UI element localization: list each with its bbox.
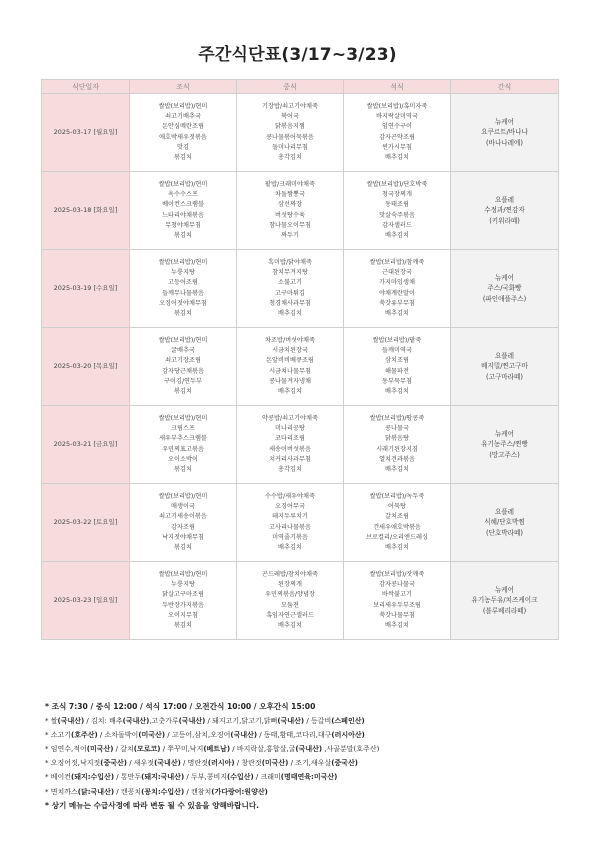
origin-item: / 소차돌박이: [97, 731, 139, 740]
menu-item: 배추김치: [278, 543, 302, 551]
menu-item: 쑥갓유부무침: [379, 299, 415, 307]
date-cell: 2025-03-21 [금요일]: [42, 406, 130, 484]
origin-country: (스페인산): [331, 717, 365, 726]
breakfast-cell: [130, 94, 237, 172]
menu-item: 쌀밥(보리밥)/현미: [158, 492, 208, 500]
menu-item: 쇠고기장조림: [165, 357, 201, 365]
menu-item: 배추김치: [278, 309, 302, 317]
menu-item: 요플레: [494, 507, 515, 516]
menu-item: 건새우애호박볶음: [373, 523, 421, 531]
origin-list: [45, 714, 565, 799]
dinner-cell: [344, 94, 451, 172]
menu-item: 감자조림: [171, 523, 195, 531]
menu-item: 콩나물국: [385, 425, 409, 433]
snack-cell: [451, 328, 559, 406]
menu-item: 배추김치: [385, 231, 409, 239]
menu-item: 들깨미역국: [382, 347, 412, 355]
origin-item: / 통만두: [114, 773, 142, 782]
header-snack: 간식: [451, 80, 559, 94]
breakfast-cell: [130, 250, 237, 328]
lunch-cell: [237, 94, 344, 172]
notes-section: [45, 700, 565, 813]
menu-item: 동태조림: [385, 201, 409, 209]
menu-item: 새우부추스크램블: [159, 435, 207, 443]
breakfast-cell: [130, 562, 237, 640]
menu-item: 요쿠르트/바나나: [481, 128, 528, 137]
menu-item: 식혜/단호박찜: [484, 518, 525, 527]
date-cell: 2025-03-23 [일요일]: [42, 562, 130, 640]
menu-item: 보리새우두부조림: [373, 601, 421, 609]
menu-item: 쌀밥(보리밥)/잣깨죽: [369, 570, 425, 578]
menu-item: 씬가시무침: [382, 143, 412, 151]
weekly-menu-table: [41, 79, 559, 640]
menu-item: 구이김/연두부: [164, 377, 202, 385]
origin-country: (중국산): [331, 759, 358, 768]
origin-item: * 소고기: [45, 731, 72, 740]
menu-item: 버섯탕수육: [275, 211, 305, 219]
menu-item: 돈앞비비베큐조림: [266, 357, 314, 365]
menu-item: 가지마잉생채: [379, 279, 415, 287]
menu-item: 새송이버섯볶음: [269, 445, 311, 453]
page-title: 주간식단표(3/17~3/23): [198, 45, 397, 65]
date-cell: 2025-03-19 [수요일]: [42, 250, 130, 328]
menu-item: 쌀밥(보리밥)/현미: [158, 180, 208, 188]
menu-item: 참치무겨지탕: [272, 269, 308, 277]
origin-country: (모로코): [133, 745, 161, 754]
menu-item: (키위라떼): [489, 216, 520, 225]
menu-item: 누룽지탕: [171, 269, 195, 277]
menu-item: 돼지두루치기: [272, 513, 308, 521]
menu-item: 들깨무나물볶음: [162, 289, 204, 297]
menu-item: 야채계란말이: [379, 289, 415, 297]
dinner-cell: [344, 484, 451, 562]
menu-item: 쌀밥(보리밥)/녹두죽: [369, 492, 425, 500]
menu-item: 애호박새우젓볶음: [159, 133, 207, 141]
breakfast-cell: [130, 328, 237, 406]
origin-country: (명태연육:미국산): [280, 773, 338, 782]
origin-country: (국내산): [295, 745, 323, 754]
table-header-row: [42, 80, 559, 94]
origin-line: [45, 728, 565, 742]
menu-item: (파인애플주스): [482, 294, 527, 303]
origin-country: (미국산): [86, 745, 114, 754]
table-row: [42, 562, 559, 640]
menu-item: (바나나레에): [486, 138, 523, 147]
menu-item: 우민찌볶음/양념장: [265, 591, 315, 599]
origin-item: / 두부,콩비지: [184, 773, 227, 782]
menu-item: 모둠전: [281, 601, 299, 609]
menu-item: (블루베리라떼): [482, 606, 527, 615]
menu-item: 유기농두유/치즈케이크: [471, 596, 538, 605]
origin-line: [45, 770, 565, 784]
menu-item: 짜두기: [281, 231, 299, 239]
menu-item: 볶김치: [174, 543, 192, 551]
menu-item: 소불고기: [278, 279, 302, 287]
menu-item: 감자곤약조림: [379, 133, 415, 141]
menu-item: (고구마라떼): [486, 372, 523, 381]
origin-item: / 창란젓: [234, 759, 262, 768]
menu-item: 굴배추국: [171, 347, 195, 355]
origin-item: / 등갈비: [304, 717, 332, 726]
menu-item: 고등어조림: [168, 279, 198, 287]
origin-item: / 명란젓: [180, 759, 208, 768]
menu-item: 뉴케어: [494, 429, 515, 438]
menu-item: 쌀밥(보리밥)/참깨죽: [369, 258, 425, 266]
menu-item: 차조밥/버섯야채죽: [265, 336, 315, 344]
origin-country: (국내산): [277, 717, 305, 726]
origin-country: (가다랑어:원양산): [211, 787, 268, 796]
date-cell: 2025-03-22 [토요일]: [42, 484, 130, 562]
origin-country: (베트남): [203, 745, 231, 754]
origin-item: ,사골분말(호주산): [322, 745, 380, 754]
menu-item: 감자샐러드: [382, 221, 412, 229]
origin-item: * 쌀: [45, 717, 58, 726]
origin-item: / 조기,새우살: [288, 759, 332, 768]
menu-item: 갈치조림: [385, 513, 409, 521]
header-date: 식단일자: [42, 80, 130, 94]
origin-item: ,고춧가루: [149, 717, 179, 726]
menu-item: 청경채사과무침: [269, 299, 311, 307]
menu-item: 쌀밥(보리밥)/땅콩죽: [369, 414, 425, 422]
menu-item: 참나물오이무침: [269, 221, 311, 229]
origin-country: (미국산): [138, 731, 166, 740]
origin-item: * 오징어젓,낙지젓: [45, 759, 101, 768]
menu-item: 시래기된장지짐: [376, 445, 418, 453]
origin-country: (꽁치:수입산): [141, 787, 185, 796]
menu-item: 콩나물겨자냉채: [269, 377, 311, 385]
origin-country: (국내산): [154, 759, 181, 768]
menu-item: 쌀밥(보리밥)/현미: [158, 414, 208, 422]
menu-item: 배추김치: [278, 387, 302, 395]
origin-item: / 크래미: [253, 773, 281, 782]
menu-item: 수정과/찐감자: [484, 206, 525, 215]
menu-item: 뉴케어: [494, 117, 515, 126]
origin-item: / 캔꽁치: [114, 787, 142, 796]
table-row: [42, 484, 559, 562]
menu-item: 코다리조림: [275, 435, 305, 443]
menu-item: 흑미밥/닭야채죽: [268, 258, 312, 266]
origin-line: [45, 714, 565, 728]
menu-item: 바싹불고기: [382, 591, 412, 599]
origin-item: / 동태,황태,코다리,대구: [257, 731, 332, 740]
dinner-cell: [344, 172, 451, 250]
menu-item: 볶김치: [174, 387, 192, 395]
origin-item: / 바지락살,홍합살,굴: [230, 745, 296, 754]
origin-country: (돼지:국내산): [141, 773, 185, 782]
menu-item: 닭볶음탕: [385, 435, 409, 443]
snack-cell: [451, 406, 559, 484]
origin-line: [45, 756, 565, 770]
menu-item: 쇠고기배추국: [165, 113, 201, 121]
origin-item: / 새우젓: [126, 759, 155, 768]
menu-item: (망고주스): [489, 450, 520, 459]
menu-item: 쌀밥(보리밥)/현미: [158, 336, 208, 344]
menu-item: 돈안심메란조림: [162, 123, 204, 131]
menu-item: 느타리야채볶음: [162, 211, 204, 219]
menu-item: 임연수구이: [382, 123, 412, 131]
header-breakfast: 조식: [130, 80, 237, 94]
origin-item: / 돼지고기,닭고기,닭뼈: [205, 717, 278, 726]
menu-item: 매생이국: [171, 503, 195, 511]
menu-item: 크림스프: [171, 425, 195, 433]
menu-item: 베지밀/찐고구마: [481, 362, 528, 371]
snack-cell: [451, 562, 559, 640]
menu-item: 어묵탕: [388, 503, 406, 511]
snack-cell: [451, 250, 559, 328]
menu-item: 우민찌표고볶음: [162, 445, 204, 453]
menu-item: 배추김치: [278, 621, 302, 629]
breakfast-cell: [130, 172, 237, 250]
menu-item: 북어국: [281, 113, 299, 121]
menu-item: 주스/국화빵: [487, 284, 522, 293]
origin-item: / 고등어,삼치,오징어: [165, 731, 231, 740]
menu-item: 배추김치: [385, 543, 409, 551]
menu-item: 바지락살미역국: [376, 113, 418, 121]
origin-country: (미국산): [261, 759, 289, 768]
menu-item: 브로컬리/오리엔드레싱: [366, 533, 428, 541]
table-row: [42, 406, 559, 484]
notice-text: * 상기 메뉴는 수급사정에 따라 변동 될 수 있음을 양해바랍니다.: [45, 800, 260, 810]
dinner-cell: [344, 250, 451, 328]
lunch-cell: [237, 406, 344, 484]
menu-item: 팥밥/크래미야채죽: [265, 180, 315, 188]
dinner-cell: [344, 328, 451, 406]
menu-item: 유기농주스/찐빵: [481, 440, 528, 449]
origin-country: (호주산): [71, 731, 98, 740]
origin-country: (중국산): [100, 759, 127, 768]
menu-item: 배추김치: [385, 465, 409, 473]
menu-item: 오징어무국: [275, 503, 305, 511]
dinner-cell: [344, 562, 451, 640]
origin-country: (수입산): [227, 773, 254, 782]
menu-item: 닭살고구마조림: [162, 591, 204, 599]
origin-country: (러시아): [207, 759, 235, 768]
date-cell: 2025-03-18 [화요일]: [42, 172, 130, 250]
snack-cell: [451, 172, 559, 250]
menu-item: 누룽지탕: [171, 581, 195, 589]
table-row: [42, 328, 559, 406]
menu-item: 쌀밥(보리밥)/단호박죽: [366, 180, 428, 188]
origin-item: / 갈치: [113, 745, 134, 754]
menu-item: 감자콩나물국: [379, 581, 415, 589]
menu-item: 감자당근채볶음: [162, 367, 204, 375]
menu-item: 수수밥/새우야채죽: [265, 492, 315, 500]
menu-item: 베이컨스크램블: [162, 201, 204, 209]
header-dinner: 석식: [344, 80, 451, 94]
menu-item: 볶김치: [174, 465, 192, 473]
menu-item: 배추김치: [385, 621, 409, 629]
menu-item: 볶김치: [174, 621, 192, 629]
origin-country: (국내산): [230, 731, 258, 740]
menu-item: 쌀밥(보리밥)/혹미자죽: [366, 102, 428, 110]
origin-item: * 면치까스: [45, 787, 78, 796]
menu-item: 고구마튀김: [275, 289, 305, 297]
menu-item: 배추김치: [385, 309, 409, 317]
menu-item: 쌀밥(보리밥)/현미: [158, 102, 208, 110]
menu-item: 열치견과볶음: [379, 455, 415, 463]
menu-item: 차돌짬뽕국: [275, 191, 305, 199]
lunch-cell: [237, 172, 344, 250]
origin-country: (닭:국내산): [77, 787, 115, 796]
menu-item: (단호박라떼): [486, 528, 523, 537]
menu-item: 삼치조림: [385, 357, 409, 365]
menu-item: 시금치나물무침: [269, 367, 311, 375]
origin-item: / 캔참치: [184, 787, 212, 796]
menu-item: 미역줄기볶음: [272, 533, 308, 541]
menu-item: 두반장가지볶음: [162, 601, 204, 609]
menu-item: 된장찌개: [278, 581, 302, 589]
origin-item: / 김치: 배추: [84, 717, 123, 726]
menu-item: 볶김치: [174, 153, 192, 161]
origin-item: * 임연수,적어: [45, 745, 87, 754]
menu-item: 쇠고기새송이볶음: [159, 513, 207, 521]
menu-item: 총각김치: [278, 465, 302, 473]
origin-country: (돼지:수입산): [71, 773, 115, 782]
menu-item: 쌀밥(보리밥)/현미: [158, 570, 208, 578]
breakfast-cell: [130, 484, 237, 562]
date-cell: 2025-03-17 [월요일]: [42, 94, 130, 172]
lunch-cell: [237, 328, 344, 406]
menu-item: 약콩밥/쇠고기야채죽: [262, 414, 318, 422]
menu-item: 고사리나물볶음: [269, 523, 311, 531]
menu-item: 무청야채무침: [165, 221, 201, 229]
menu-item: 맛김: [177, 143, 189, 151]
origin-item: / 쭈꾸미,낙지: [160, 745, 204, 754]
menu-item: 시금치된장국: [272, 347, 308, 355]
origin-line: [45, 742, 565, 756]
lunch-cell: [237, 250, 344, 328]
menu-item: 오징어젓야채무침: [159, 299, 207, 307]
dinner-cell: [344, 406, 451, 484]
origin-country: (국내산): [57, 717, 85, 726]
menu-item: 총각김치: [278, 153, 302, 161]
menu-item: 오이소박이: [168, 455, 198, 463]
menu-item: 콩나물볶어묵볶음: [266, 133, 314, 141]
menu-item: 쌀밥(보리밥)/팥죽: [372, 336, 422, 344]
menu-item: 동부묵무침: [382, 377, 412, 385]
menu-item: 닭볶음지찜: [275, 123, 305, 131]
menu-item: 쌀밥(보리밥)/현미: [158, 258, 208, 266]
table-row: [42, 172, 559, 250]
origin-item: * 베이컨: [45, 773, 72, 782]
menu-item: 볶김치: [174, 231, 192, 239]
menu-item: 요플레: [494, 351, 515, 360]
menu-item: 해물파전: [385, 367, 409, 375]
breakfast-cell: [130, 406, 237, 484]
menu-item: 배추김치: [385, 153, 409, 161]
origin-country: (국내산): [178, 717, 206, 726]
table-row: [42, 250, 559, 328]
snack-cell: [451, 94, 559, 172]
menu-item: 청국장찌개: [382, 191, 412, 199]
menu-item: 곤드레밥/참치야채죽: [262, 570, 318, 578]
menu-item: 삼선짜장: [278, 201, 302, 209]
menu-item: 볶김치: [174, 309, 192, 317]
snack-cell: [451, 484, 559, 562]
menu-item: 뉴케어: [494, 273, 515, 282]
origin-line: [45, 785, 565, 799]
menu-item: 돌미나리무침: [272, 143, 308, 151]
date-cell: 2025-03-20 [목요일]: [42, 328, 130, 406]
header-lunch: 중식: [237, 80, 344, 94]
origin-country: (러시아산): [331, 731, 365, 740]
menu-item: 근대된장국: [382, 269, 412, 277]
table-row: [42, 94, 559, 172]
menu-item: 맛살숙주볶음: [379, 211, 415, 219]
meal-times: * 조식 7:30 / 중식 12:00 / 석식 17:00 / 오전간식 10:00 / 오후간식 15:00: [45, 702, 316, 711]
lunch-cell: [237, 484, 344, 562]
menu-item: 오이지무침: [168, 611, 198, 619]
menu-item: 기장밥/쇠고기야채죽: [262, 102, 318, 110]
menu-item: 미나리공탕: [275, 425, 305, 433]
menu-item: 요플레: [494, 195, 515, 204]
menu-item: 뉴케어: [494, 585, 515, 594]
menu-item: 배추김치: [385, 387, 409, 395]
origin-country: (국내산): [122, 717, 150, 726]
menu-item: 낙지젓야채무침: [162, 533, 204, 541]
menu-item: 혹임자연근샐러드: [266, 611, 314, 619]
lunch-cell: [237, 562, 344, 640]
menu-item: 옥수수스프: [168, 191, 198, 199]
menu-item: 치커리사과무침: [269, 455, 311, 463]
menu-item: 쑥갓나물무침: [379, 611, 415, 619]
